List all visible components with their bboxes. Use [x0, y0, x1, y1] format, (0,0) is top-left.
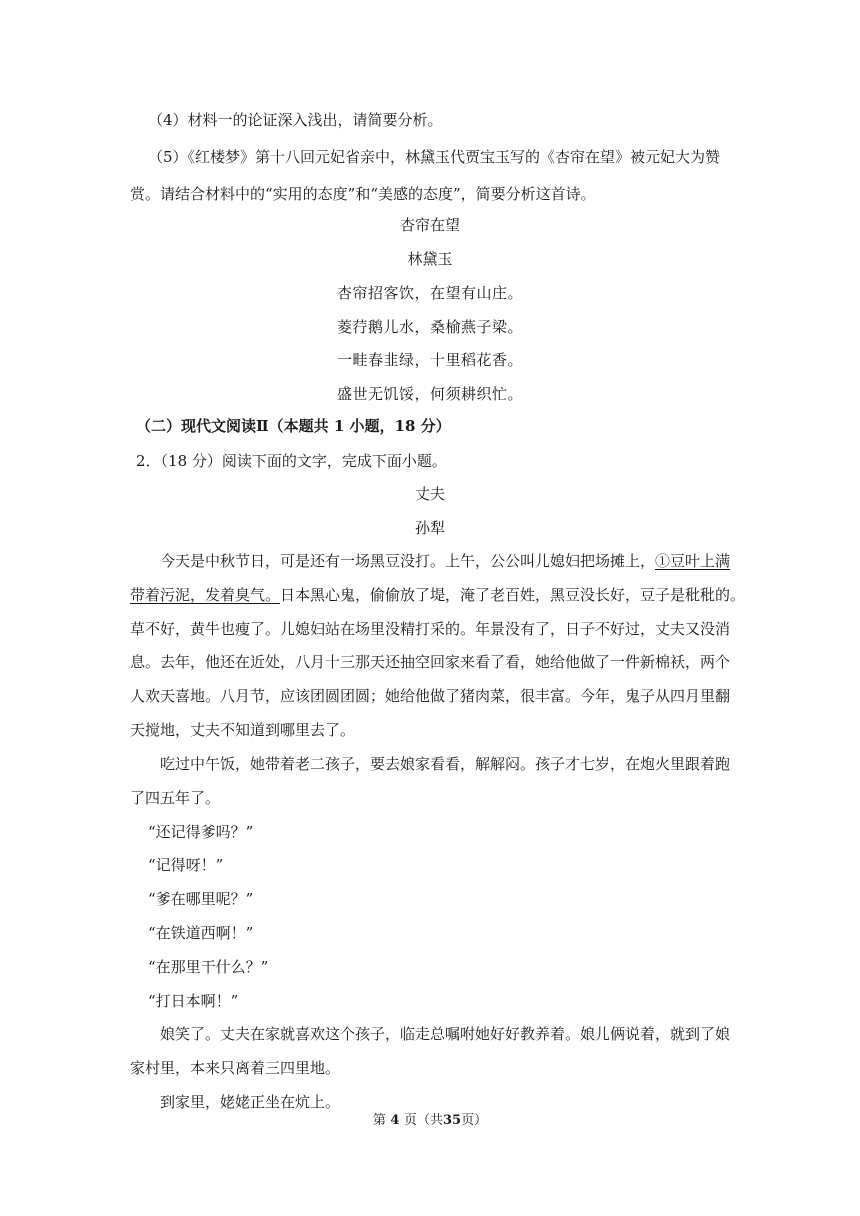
story-p1-line-1: [160, 551, 730, 571]
story-p2-line-2: 了四五年了。: [130, 789, 221, 807]
dialogue-3: “爹在哪里呢？”: [148, 890, 254, 908]
story-p2-line-1: 吃过中午饭，她带着老二孩子，要去娘家看看，解解闷。孩子才七岁，在炮火里跟着跑: [160, 755, 731, 773]
dialogue-4: “在铁道西啊！”: [148, 924, 254, 942]
dialogue-5: “在那里干什么？”: [148, 958, 269, 976]
story-p1-line-3: 草不好，黄牛也瘦了。儿媳妇站在场里没精打采的。年景没有了，日子不好过，丈夫又没消: [130, 620, 731, 638]
poem-line-1: 杏帘招客饮，在望有山庄。: [336, 284, 523, 302]
poem-title: 杏帘在望: [399, 216, 460, 234]
footer-prefix: 第: [372, 1113, 386, 1128]
dialogue-2: “记得呀！”: [148, 856, 224, 874]
story-p1-line-1-text: 今天是中秋节日，可是还有一场黑豆没打。上午，公公叫儿媳妇把场摊上，: [160, 552, 656, 570]
section-heading: （二）现代文阅读Ⅱ（本题共 1 小题，18 分）: [136, 417, 451, 435]
story-p1-line-2: [130, 585, 746, 605]
story-p1-line-2-text: 日本黑心鬼，偷偷放了堤，淹了老百姓，黑豆没长好，豆子是秕秕的。: [280, 586, 746, 604]
poem-line-3: 一畦春韭绿，十里稻花香。: [336, 351, 523, 369]
footer-middle: 页（共: [404, 1113, 444, 1128]
story-p1-line-5: 人欢天喜地。八月节，应该团圆团圆；她给他做了猪肉菜，很丰富。今年，鬼子从四月里翻: [130, 687, 731, 705]
poem-line-4: 盛世无饥馁，何须耕织忙。: [336, 385, 523, 403]
page-number: 4: [390, 1113, 400, 1128]
story-p3-line-1: 娘笑了。丈夫在家就喜欢这个孩子，临走总嘱咐她好好教养着。娘儿俩说着，就到了娘: [160, 1025, 731, 1043]
dialogue-1: “还记得爹吗？”: [148, 823, 254, 841]
story-p1-line-4: 息。去年，他还在近处，八月十三那天还抽空回家来看了看，她给他做了一件新棉袄，两个: [130, 653, 731, 671]
question-2-intro: 2．（18 分）阅读下面的文字，完成下面小题。: [136, 452, 447, 470]
poem-author: 林黛玉: [407, 250, 453, 268]
story-author: 孙犁: [414, 519, 445, 537]
dialogue-6: “打日本啊！”: [148, 992, 239, 1010]
page-footer: [0, 1112, 860, 1130]
footer-suffix: 页）: [461, 1113, 488, 1128]
question-5-line-2: 赏。请结合材料中的“实用的态度”和“美感的态度”，简要分析这首诗。: [130, 185, 596, 203]
story-p4: 到家里，姥姥正坐在炕上。: [160, 1093, 341, 1111]
story-title: 丈夫: [414, 485, 445, 503]
total-pages: 35: [443, 1113, 462, 1128]
poem-line-2: 菱荇鹅儿水，桑榆燕子梁。: [336, 318, 523, 336]
underlined-sentence-1-start: ①豆叶上满: [655, 552, 731, 570]
question-5-line-1: （5）《红楼梦》第十八回元妃省亲中，林黛玉代贾宝玉写的《杏帘在望》被元妃大为赞: [148, 148, 721, 166]
question-4: （4）材料一的论证深入浅出，请简要分析。: [148, 111, 443, 129]
underlined-sentence-1-end: 带着污泥，发着臭气。: [130, 586, 281, 604]
story-p3-line-2: 家村里，本来只离着三四里地。: [130, 1059, 341, 1077]
story-p1-line-6: 天搅地，丈夫不知道到哪里去了。: [130, 721, 356, 739]
